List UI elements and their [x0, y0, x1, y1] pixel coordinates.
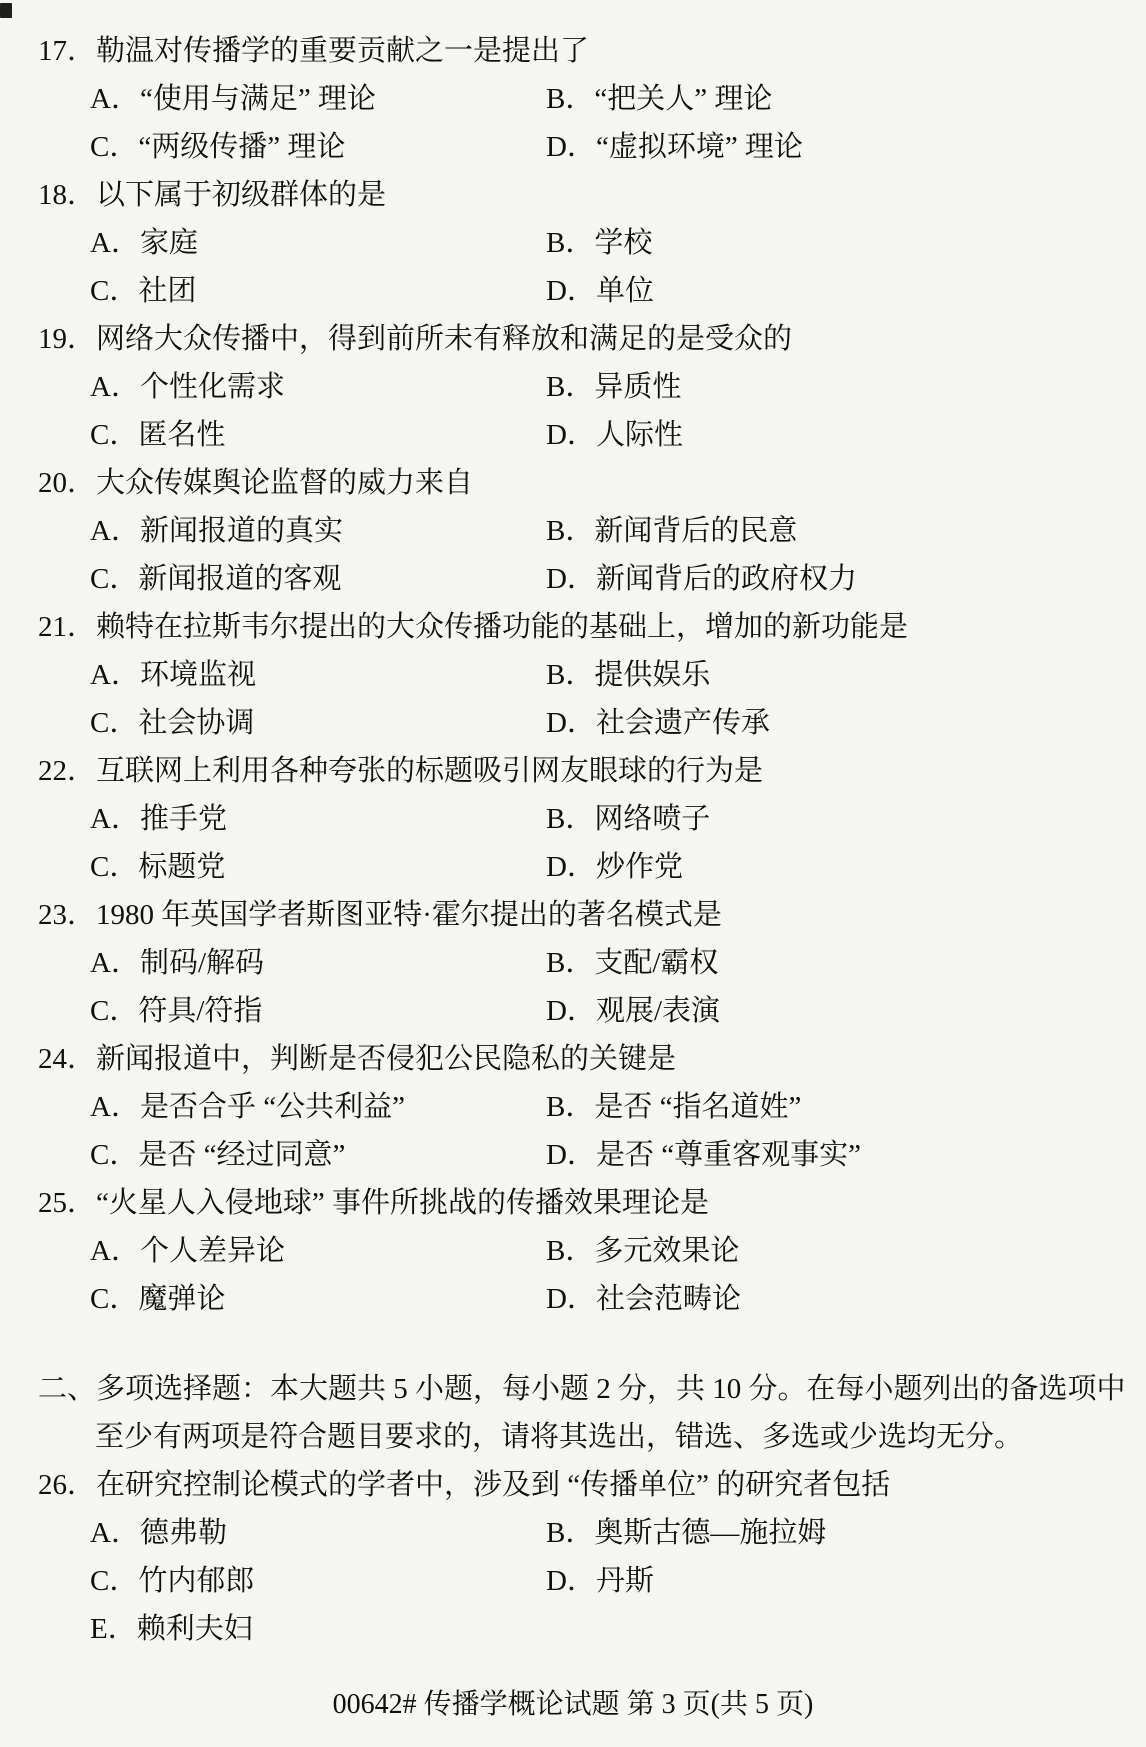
question: [0, 603, 1146, 747]
option-row: [0, 987, 1146, 1035]
question-stem-row: [0, 891, 1146, 939]
option: B．异质性: [546, 371, 682, 403]
option-row: [0, 1227, 1146, 1275]
option: D．单位: [546, 275, 654, 307]
option-row: [0, 555, 1146, 603]
option: C．新闻报道的客观: [90, 563, 342, 595]
option-row: [0, 1083, 1146, 1131]
option: D．社会遗产传承: [546, 707, 770, 739]
question: [0, 27, 1146, 171]
option: A．推手党: [90, 803, 227, 835]
question-stem-row: [0, 315, 1146, 363]
option: D．炒作党: [546, 851, 683, 883]
section-two-instructions: 至少有两项是符合题目要求的，请将其选出，错选、多选或少选均无分。: [95, 1421, 1024, 1453]
option: C．社会协调: [90, 707, 255, 739]
option: A．德弗勒: [90, 1517, 227, 1549]
option: B．多元效果论: [546, 1235, 740, 1267]
option: B．网络喷子: [546, 803, 711, 835]
question-number: 21．: [38, 611, 97, 643]
option-row: [0, 1557, 1146, 1605]
option: B．奥斯古德—施拉姆: [546, 1517, 827, 1549]
question: [0, 171, 1146, 315]
question-stem-row: [0, 171, 1146, 219]
question-stem: 大众传媒舆论监督的威力来自: [96, 467, 474, 499]
option: B．学校: [546, 227, 653, 259]
question: [0, 459, 1146, 603]
option-row: [0, 651, 1146, 699]
option: A．家庭: [90, 227, 198, 259]
question: [0, 891, 1146, 1035]
question: [0, 1461, 1146, 1653]
option: A．个性化需求: [90, 371, 285, 403]
question-stem: 赖特在拉斯韦尔提出的大众传播功能的基础上，增加的新功能是: [96, 611, 909, 643]
section-two-heading: [0, 1365, 1146, 1413]
option-row: [0, 1509, 1146, 1557]
option: D．“虚拟环境” 理论: [546, 131, 803, 163]
option: D．新闻背后的政府权力: [546, 563, 857, 595]
option: C．竹内郁郎: [90, 1565, 255, 1597]
question-number: 25．: [38, 1187, 97, 1219]
option: B．“把关人” 理论: [546, 83, 773, 115]
option: C．社团: [90, 275, 197, 307]
option: A．个人差异论: [90, 1235, 285, 1267]
question: [0, 747, 1146, 891]
question-number: 20．: [38, 467, 97, 499]
section-two-title: 多项选择题：本大题共 5 小题，每小题 2 分，共 10 分。在每小题列出的备选项中: [96, 1373, 1126, 1405]
option-row: [0, 267, 1146, 315]
single-choice-section: [0, 27, 1146, 1323]
option: A．是否合乎 “公共利益”: [90, 1091, 405, 1123]
question: [0, 315, 1146, 459]
option: D．丹斯: [546, 1565, 654, 1597]
question-stem: 网络大众传播中，得到前所未有释放和满足的是受众的: [96, 323, 793, 355]
section-two-number: 二、: [38, 1373, 97, 1405]
question-number: 24．: [38, 1043, 97, 1075]
question-stem: 1980 年英国学者斯图亚特·霍尔提出的著名模式是: [96, 899, 722, 931]
option: B．是否 “指名道姓”: [546, 1091, 802, 1123]
option: C．“两级传播” 理论: [90, 131, 346, 163]
question-stem-row: [0, 747, 1146, 795]
option: B．新闻背后的民意: [546, 515, 798, 547]
question-stem: 在研究控制论模式的学者中，涉及到 “传播单位” 的研究者包括: [96, 1469, 891, 1501]
option-row: [0, 1605, 1146, 1653]
option: A．新闻报道的真实: [90, 515, 343, 547]
question-number: 26．: [38, 1469, 97, 1501]
scan-artifact: [0, 3, 12, 18]
question-stem: 新闻报道中，判断是否侵犯公民隐私的关键是: [96, 1043, 677, 1075]
question: [0, 1035, 1146, 1179]
question-stem: 互联网上利用各种夸张的标题吸引网友眼球的行为是: [96, 755, 764, 787]
option: C．是否 “经过同意”: [90, 1139, 346, 1171]
question-stem-row: [0, 603, 1146, 651]
option: A．环境监视: [90, 659, 256, 691]
question-stem-row: [0, 1035, 1146, 1083]
question: [0, 1179, 1146, 1323]
option-row: [0, 795, 1146, 843]
option-row: [0, 699, 1146, 747]
question-stem: 以下属于初级群体的是: [96, 179, 387, 211]
option: D．观展/表演: [546, 995, 721, 1027]
question-number: 18．: [38, 179, 97, 211]
option: D．人际性: [546, 419, 683, 451]
question-number: 23．: [38, 899, 97, 931]
option-row: [0, 1131, 1146, 1179]
option-row: [0, 939, 1146, 987]
option: C．标题党: [90, 851, 226, 883]
page-footer-text: 00642# 传播学概论试题 第 3 页(共 5 页): [332, 1689, 814, 1720]
question-stem: 勒温对传播学的重要贡献之一是提出了: [96, 35, 590, 67]
option: C．符具/符指: [90, 995, 263, 1027]
option: E．赖利夫妇: [90, 1613, 253, 1645]
question-number: 19．: [38, 323, 97, 355]
option-row: [0, 123, 1146, 171]
option-row: [0, 843, 1146, 891]
option-row: [0, 1275, 1146, 1323]
option-row: [0, 75, 1146, 123]
option: A．“使用与满足” 理论: [90, 83, 376, 115]
option: C．匿名性: [90, 419, 226, 451]
page-footer: [0, 1681, 1146, 1729]
option: A．制码/解码: [90, 947, 265, 979]
option: C．魔弹论: [90, 1283, 226, 1315]
option: B．支配/霸权: [546, 947, 719, 979]
question-stem-row: [0, 459, 1146, 507]
multiple-choice-section: [0, 1365, 1146, 1653]
option-row: [0, 411, 1146, 459]
question-stem-row: [0, 1461, 1146, 1509]
option: D．是否 “尊重客观事实”: [546, 1139, 861, 1171]
question-stem-row: [0, 1179, 1146, 1227]
option: D．社会范畴论: [546, 1283, 741, 1315]
question-number: 17．: [38, 35, 97, 67]
question-number: 22．: [38, 755, 97, 787]
question-stem-row: [0, 27, 1146, 75]
multiple-choice-questions: [0, 1461, 1146, 1653]
option-row: [0, 507, 1146, 555]
option: B．提供娱乐: [546, 659, 711, 691]
option-row: [0, 363, 1146, 411]
question-stem: “火星人入侵地球” 事件所挑战的传播效果理论是: [96, 1187, 710, 1219]
option-row: [0, 219, 1146, 267]
